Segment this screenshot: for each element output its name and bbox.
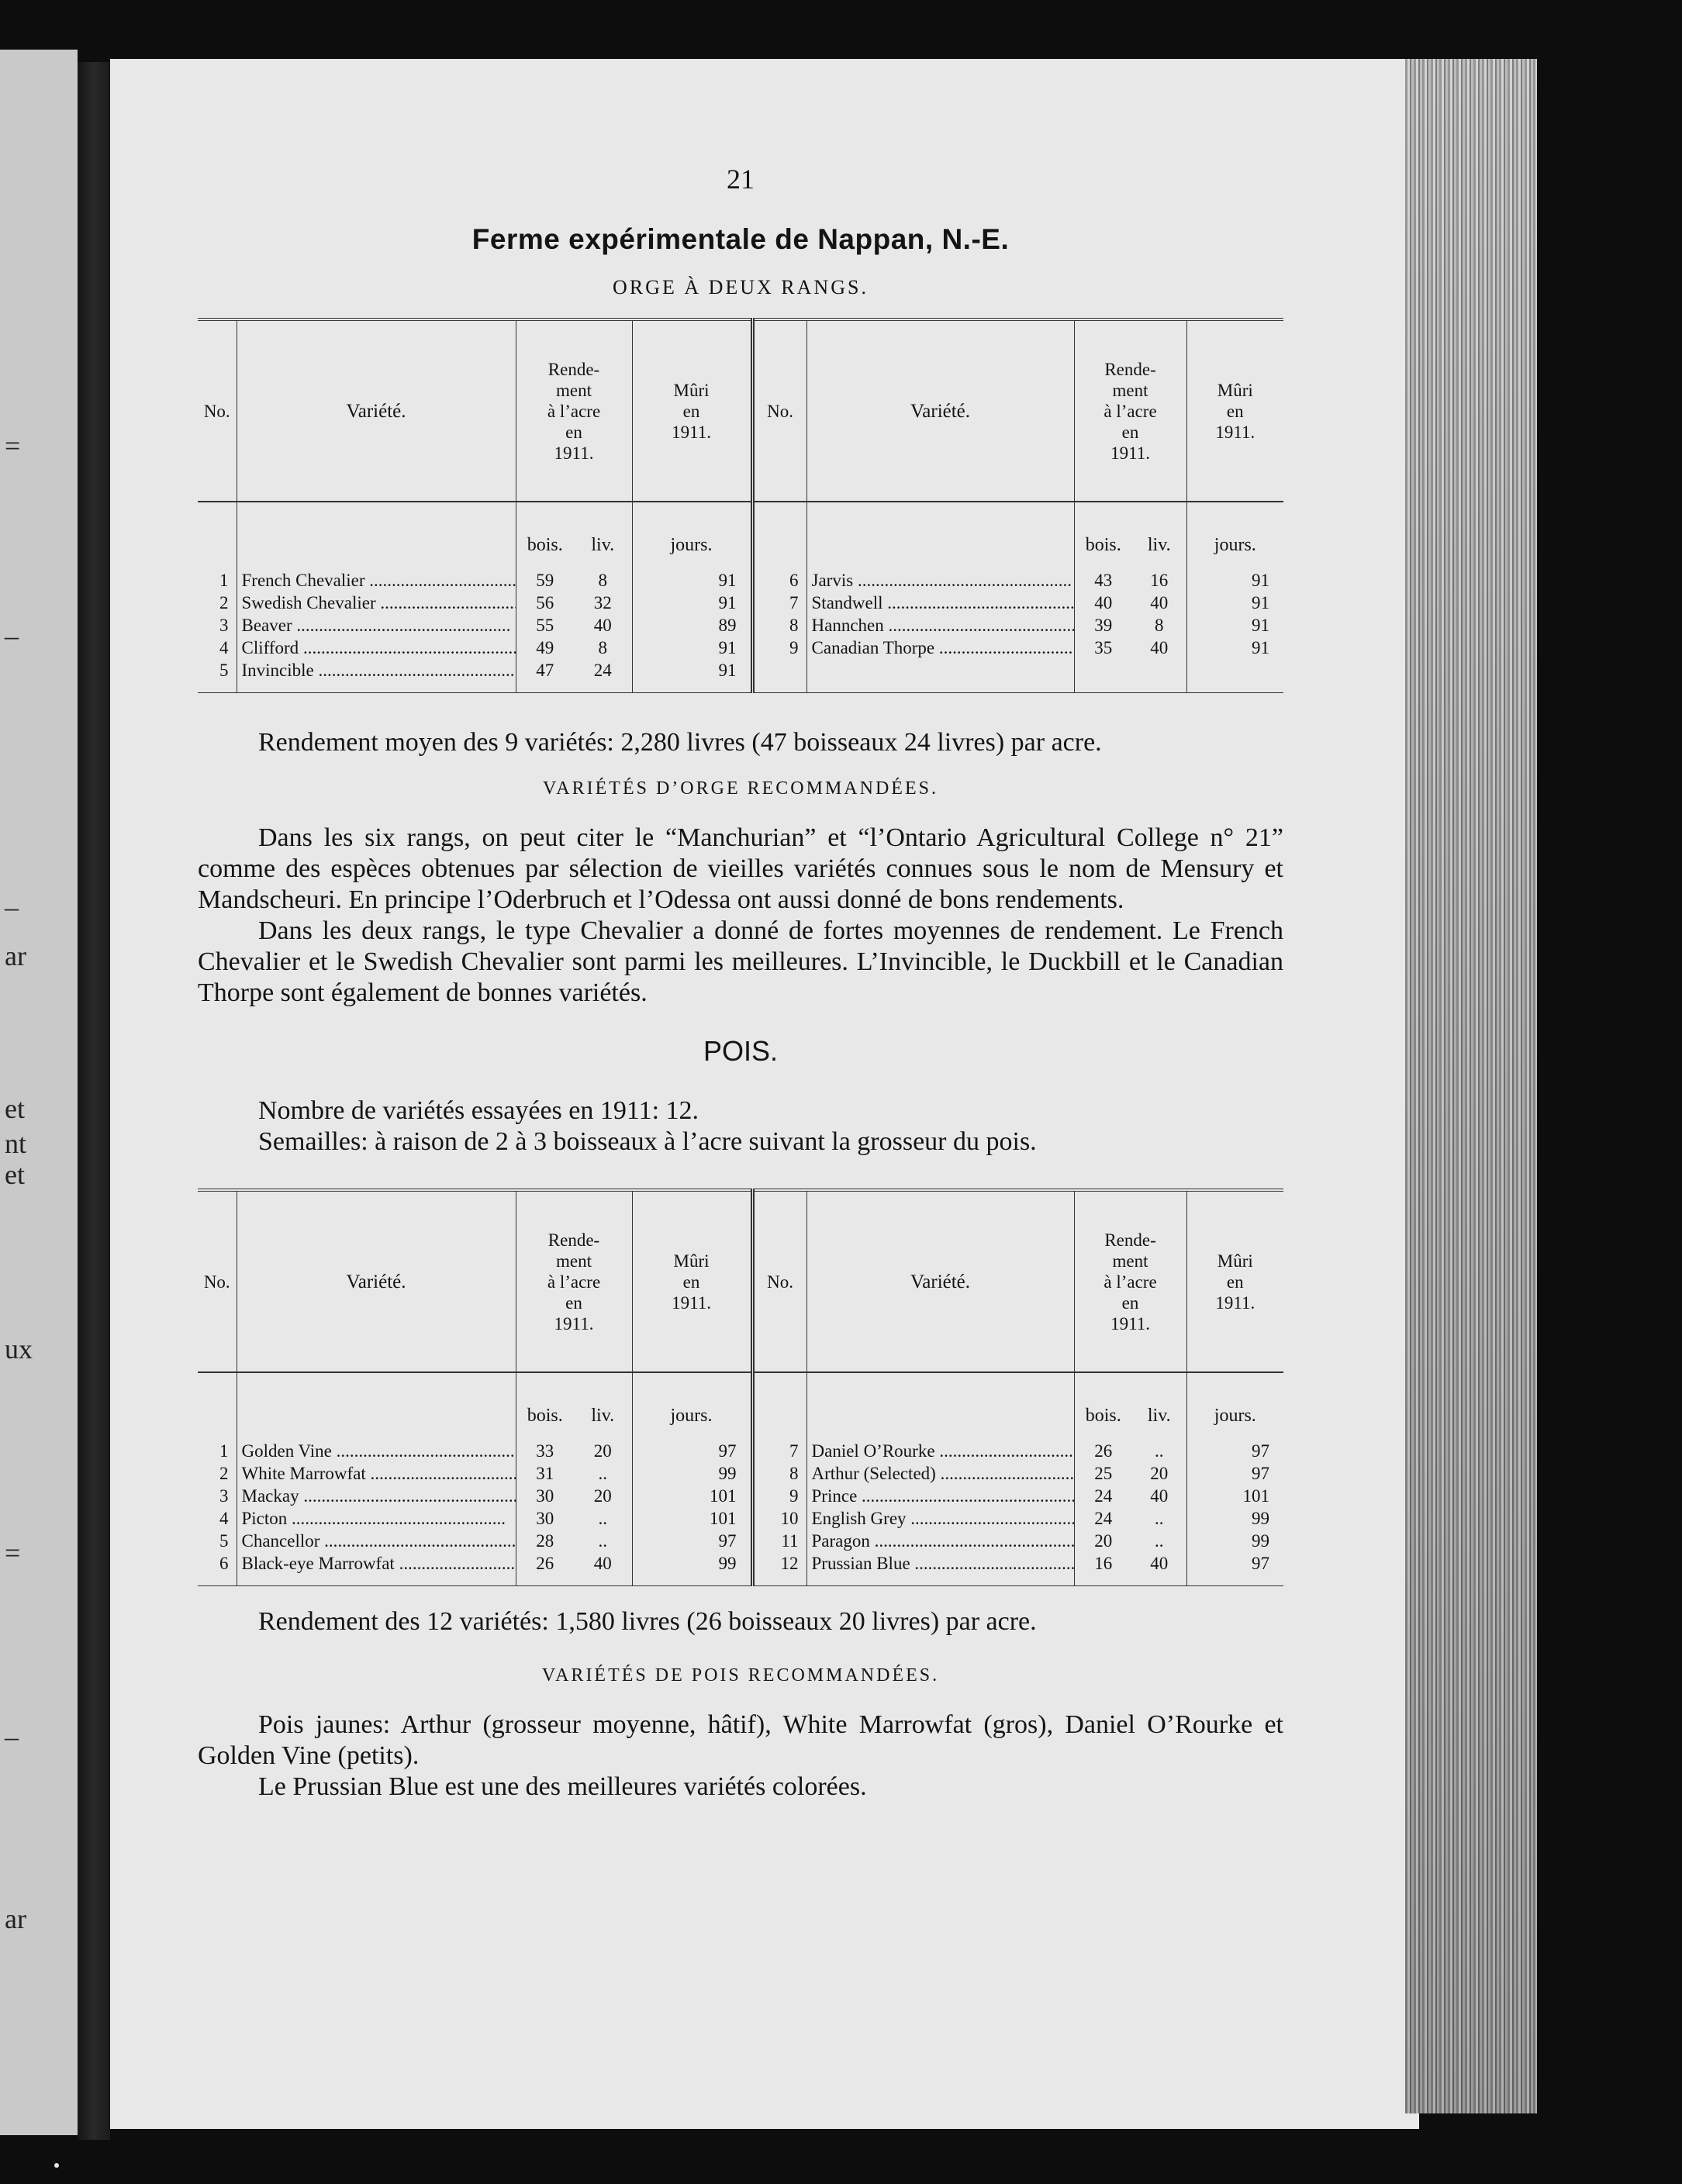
peas-title: POIS. bbox=[703, 1035, 779, 1067]
peas-varieties-tested: Nombre de variétés essayées en 1911: 12. bbox=[258, 1096, 699, 1125]
margin-fragment: ar bbox=[5, 940, 26, 971]
table-row: 4 Clifford ..... 49 8 91 9 Canadian Thorpe ..... 35 40 91 bbox=[198, 637, 1283, 659]
page-content bbox=[198, 163, 1283, 1803]
facing-page-fragments bbox=[0, 50, 78, 2135]
units-row bbox=[198, 502, 1283, 569]
table-row: 5 Chancellor ..... 28 .. 97 11 Paragon ..... 20 .. 99 bbox=[198, 1530, 1283, 1552]
unit-bushels: bois. bbox=[516, 502, 574, 569]
margin-fragment: = bbox=[5, 1537, 21, 1568]
col-header-mature: Mûri en 1911. bbox=[1186, 1190, 1283, 1372]
table-row: 6 Black-eye Marrowfat ..... 26 40 99 12 Prussian Blue ..... 16 40 97 bbox=[198, 1552, 1283, 1575]
table-row: 2 White Marrowfat ..... 31 .. 99 8 Arthur (Selected) ..... 25 20 97 bbox=[198, 1462, 1283, 1485]
col-header-variety: Variété. bbox=[806, 1190, 1074, 1372]
col-header-variety: Variété. bbox=[237, 1190, 516, 1372]
margin-fragment: – bbox=[5, 892, 19, 923]
unit-pounds: liv. bbox=[591, 1406, 615, 1426]
col-header-mature: Mûri en 1911. bbox=[1186, 319, 1283, 502]
table-row: 3 Beaver ..... 55 40 89 8 Hannchen ..... 39 8 91 bbox=[198, 614, 1283, 637]
page-title: Ferme expérimentale de Nappan, N.-E. bbox=[471, 223, 1010, 255]
table-row: 5 Invincible ..... 47 24 91 bbox=[198, 659, 1283, 681]
barley-header-row bbox=[198, 319, 1283, 502]
unit-bushels: bois. bbox=[1074, 1372, 1132, 1440]
peas-paragraph-2: Le Prussian Blue est une des meilleures variétés colorées. bbox=[258, 1772, 867, 1801]
unit-pounds: liv. bbox=[1147, 1406, 1171, 1426]
col-header-yield: Rende- ment à l’acre en 1911. bbox=[516, 1190, 632, 1372]
peas-average: Rendement des 12 variétés: 1,580 livres (26 boisseaux 20 livres) par acre. bbox=[258, 1607, 1037, 1636]
col-header-no: No. bbox=[752, 319, 806, 502]
unit-days: jours. bbox=[632, 1372, 752, 1440]
unit-bushels: bois. bbox=[1074, 502, 1132, 569]
col-header-no: No. bbox=[752, 1190, 806, 1372]
book-spine bbox=[78, 62, 110, 2140]
margin-fragment: nt bbox=[5, 1128, 27, 1159]
margin-fragment: et bbox=[5, 1093, 25, 1124]
unit-days: jours. bbox=[632, 502, 752, 569]
col-header-variety: Variété. bbox=[806, 319, 1074, 502]
col-header-yield: Rende- ment à l’acre en 1911. bbox=[1074, 1190, 1186, 1372]
barley-average: Rendement moyen des 9 variétés: 2,280 livres (47 boisseaux 24 livres) par acre. bbox=[258, 728, 1102, 757]
scan-speck bbox=[54, 2163, 59, 2168]
peas-seeding-rate: Semailles: à raison de 2 à 3 boisseaux à l’acre suivant la grosseur du pois. bbox=[258, 1127, 1037, 1156]
unit-pounds: liv. bbox=[1147, 535, 1171, 555]
barley-recommended-heading: VARIÉTÉS D’ORGE RECOMMANDÉES. bbox=[543, 778, 938, 799]
peas-recommended-heading: VARIÉTÉS DE POIS RECOMMANDÉES. bbox=[541, 1665, 940, 1685]
margin-fragment: et bbox=[5, 1159, 25, 1190]
unit-bushels: bois. bbox=[516, 1372, 574, 1440]
table-row: 3 Mackay ..... 30 20 101 9 Prince ..... 24 40 101 bbox=[198, 1485, 1283, 1507]
table-row: 1 Golden Vine ..... 33 20 97 7 Daniel O’Rourke ..... 26 .. 97 bbox=[198, 1440, 1283, 1462]
peas-header-row bbox=[198, 1190, 1283, 1372]
unit-days: jours. bbox=[1186, 1372, 1283, 1440]
peas-table bbox=[198, 1189, 1283, 1586]
table-row: 4 Picton ..... 30 .. 101 10 English Grey ..... 24 .. 99 bbox=[198, 1507, 1283, 1530]
barley-subtitle: ORGE À DEUX RANGS. bbox=[613, 276, 869, 298]
col-header-variety: Variété. bbox=[237, 319, 516, 502]
facing-page bbox=[0, 50, 78, 2135]
table-row: 2 Swedish Chevalier ..... 56 32 91 7 Standwell ..... 40 40 91 bbox=[198, 592, 1283, 614]
margin-fragment: = bbox=[5, 430, 21, 461]
units-row bbox=[198, 1372, 1283, 1440]
col-header-no: No. bbox=[198, 1190, 237, 1372]
table-row: 1 French Chevalier ..... 59 8 91 6 Jarvis ..... 43 16 91 bbox=[198, 569, 1283, 592]
col-header-no: No. bbox=[198, 319, 237, 502]
margin-fragment: ux bbox=[5, 1334, 33, 1365]
margin-fragment: – bbox=[5, 1721, 19, 1752]
unit-days: jours. bbox=[1186, 502, 1283, 569]
barley-paragraph-1: Dans les six rangs, on peut citer le “Manchurian” et “l’Ontario Agricultural College n° 21” comme des espèces obtenues par sélection de vieilles variétés connues sous le nom de Mensury et Mandscheuri. En principe l’Oderbruch et l’Odessa ont aussi donné de bons rendements. bbox=[198, 823, 1283, 914]
margin-fragment: ar bbox=[5, 1903, 26, 1934]
barley-table bbox=[198, 318, 1283, 693]
peas-paragraph-1: Pois jaunes: Arthur (grosseur moyenne, hâtif), White Marrowfat (gros), Daniel O’Rourke et Golden Vine (petits). bbox=[198, 1710, 1283, 1770]
col-header-yield: Rende- ment à l’acre en 1911. bbox=[516, 319, 632, 502]
page-number: 21 bbox=[727, 164, 755, 195]
col-header-mature: Mûri en 1911. bbox=[632, 319, 752, 502]
col-header-mature: Mûri en 1911. bbox=[632, 1190, 752, 1372]
unit-pounds: liv. bbox=[591, 535, 615, 555]
barley-paragraph-2: Dans les deux rangs, le type Chevalier a donné de fortes moyennes de rendement. Le French Chevalier et le Swedish Chevalier sont parmi les meilleures. L’Invincible, le Duckbill et le Canadian Thorpe sont également de bonnes variétés. bbox=[198, 916, 1283, 1007]
margin-fragment: – bbox=[5, 620, 19, 651]
col-header-yield: Rende- ment à l’acre en 1911. bbox=[1074, 319, 1186, 502]
page-edges bbox=[1405, 59, 1537, 2113]
